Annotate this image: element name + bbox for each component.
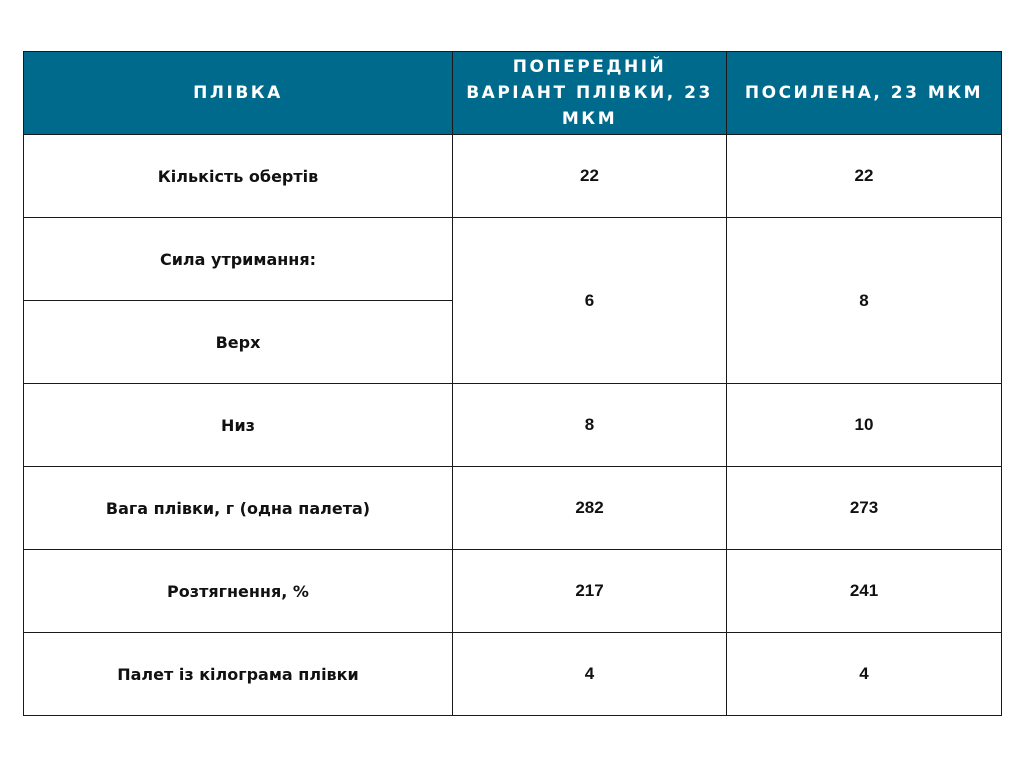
- table-row: [24, 467, 1002, 550]
- cell-pallets-per-kg-reinforced: 4: [727, 633, 1002, 716]
- table-row: [24, 135, 1002, 218]
- cell-bottom-previous: 8: [453, 384, 727, 467]
- film-comparison-table: [23, 51, 1002, 716]
- cell-rotations-previous: 22: [453, 135, 727, 218]
- table-row: [24, 384, 1002, 467]
- row-label-holding-force: Сила утримання:: [24, 218, 453, 301]
- row-label-pallets-per-kg: Палет із кілограма плівки: [24, 633, 453, 716]
- comparison-table-container: [23, 51, 1001, 716]
- table-row: [24, 218, 1002, 301]
- header-previous-variant: ПОПЕРЕДНІЙ ВАРІАНТ ПЛІВКИ, 23 МКМ: [453, 52, 727, 135]
- cell-film-weight-previous: 282: [453, 467, 727, 550]
- row-label-rotations: Кількість обертів: [24, 135, 453, 218]
- row-label-stretch: Розтягнення, %: [24, 550, 453, 633]
- cell-holding-force-previous: 6: [453, 218, 727, 384]
- cell-bottom-reinforced: 10: [727, 384, 1002, 467]
- row-label-bottom: Низ: [24, 384, 453, 467]
- table-row: [24, 633, 1002, 716]
- row-label-top: Верх: [24, 301, 453, 384]
- header-film: ПЛІВКА: [24, 52, 453, 135]
- cell-holding-force-reinforced: 8: [727, 218, 1002, 384]
- header-reinforced: ПОСИЛЕНА, 23 МКМ: [727, 52, 1002, 135]
- cell-stretch-previous: 217: [453, 550, 727, 633]
- cell-pallets-per-kg-previous: 4: [453, 633, 727, 716]
- table-row: [24, 550, 1002, 633]
- cell-stretch-reinforced: 241: [727, 550, 1002, 633]
- table-header-row: [24, 52, 1002, 135]
- cell-rotations-reinforced: 22: [727, 135, 1002, 218]
- row-label-film-weight: Вага плівки, г (одна палета): [24, 467, 453, 550]
- cell-film-weight-reinforced: 273: [727, 467, 1002, 550]
